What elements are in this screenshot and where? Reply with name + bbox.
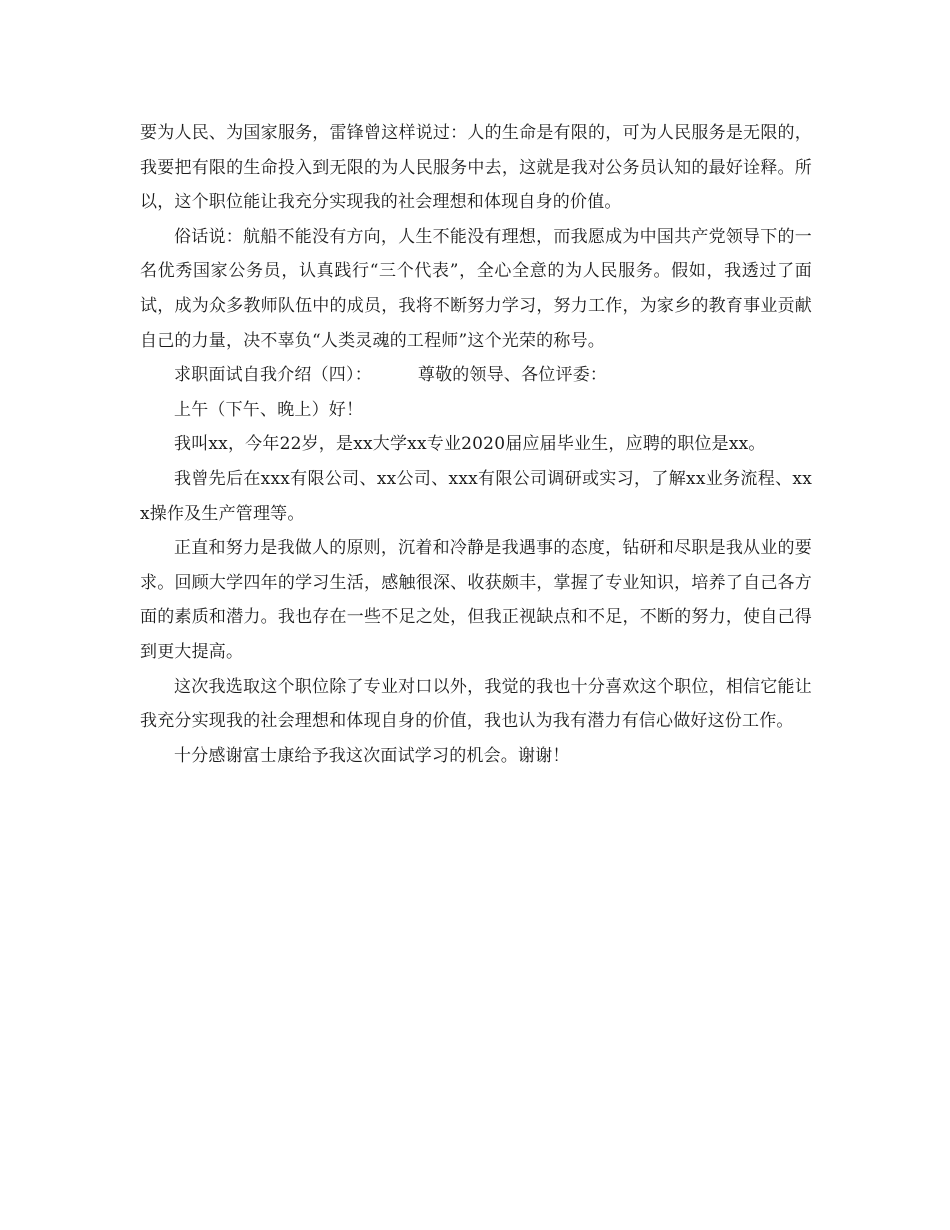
- paragraph-7: 正直和努力是我做人的原则，沉着和冷静是我遇事的态度，钻研和尽职是我从业的要求。回顾大学四年的学习生活，感触很深、收获颇丰，掌握了专业知识，培养了自己各方面的素质和潜力。我也存在一些不足之处，但我正视缺点和不足，不断的努力，使自己得到更大提高。: [140, 538, 812, 662]
- paragraph-4: 上午（下午、晚上）好！: [174, 399, 364, 420]
- salutation: 尊敬的领导、各位评委：: [417, 365, 608, 386]
- paragraph-1: 要为人民、为国家服务，雷锋曾这样说过：人的生命是有限的，可为人民服务是无限的，我要把有限的生命投入到无限的为人民服务中去，这就是我对公务员认知的最好诠释。所以，这个职位能让我充分实现我的社会理想和体现自身的价值。: [140, 123, 812, 213]
- paragraph-2: 俗话说：航船不能没有方向，人生不能没有理想，而我愿成为中国共产党领导下的一名优秀国家公务员，认真践行“三个代表”，全心全意的为人民服务。假如，我透过了面试，成为众多教师队伍中的成员，我将不断努力学习，努力工作，为家乡的教育事业贡献自己的力量，决不辜负“人类灵魂的工程师”这个光荣的称号。: [140, 226, 812, 351]
- paragraph-8: 这次我选取这个职位除了专业对口以外，我觉的我也十分喜欢这个职位，相信它能让我充分实现我的社会理想和体现自身的价值，我也认为我有潜力有信心做好这份工作。: [140, 676, 812, 732]
- paragraph-6: 我曾先后在xxx有限公司、xx公司、xxx有限公司调研或实习，了解xx业务流程、xxx操作及生产管理等。: [140, 468, 812, 524]
- paragraph-3: [140, 358, 812, 393]
- paragraph-9: 十分感谢富士康给予我这次面试学习的机会。谢谢！: [174, 745, 570, 766]
- paragraph-5: 我叫xx，今年22岁，是xx大学xx专业2020届应届毕业生，应聘的职位是xx。: [174, 434, 766, 455]
- section-heading: 求职面试自我介绍（四）：: [174, 365, 372, 386]
- document-body: [140, 116, 812, 773]
